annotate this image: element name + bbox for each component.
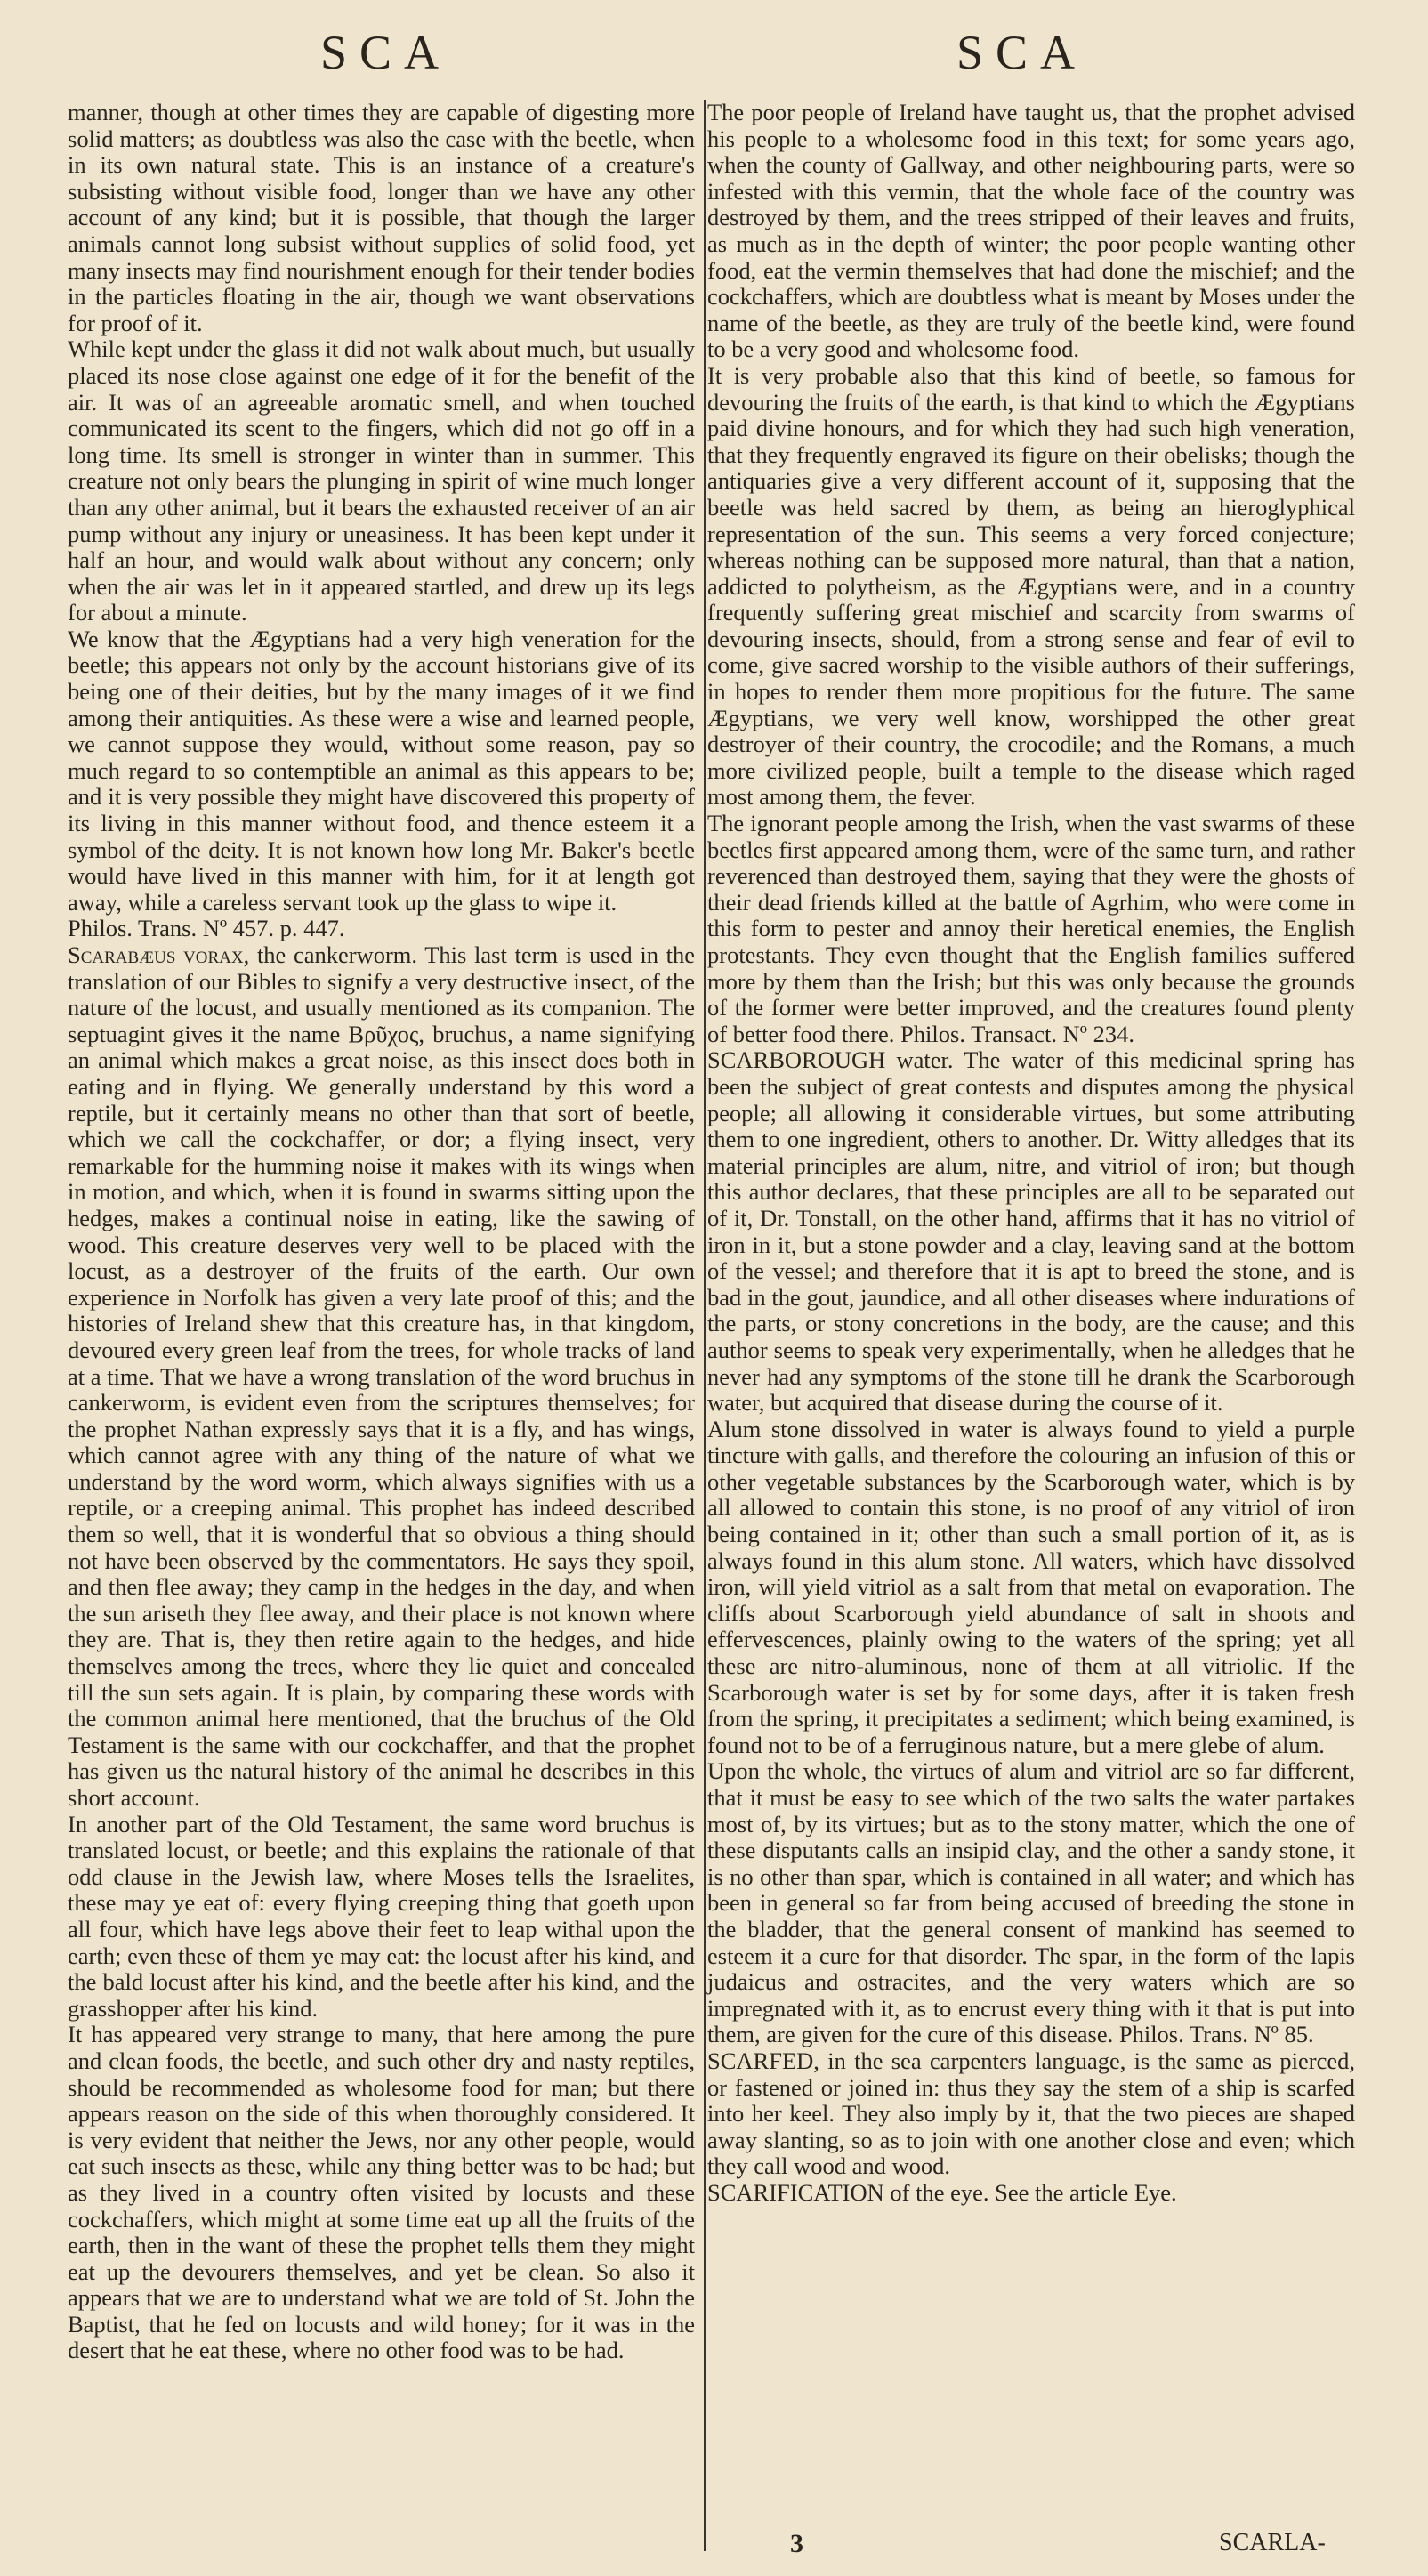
entry-headword: SCARBOROUGH water. — [707, 1046, 954, 1074]
entry-scarborough — [707, 1047, 1355, 1416]
citation: Philos. Trans. Nº 457. p. 447. — [68, 915, 345, 942]
paragraph: The poor people of Ireland have taught us, that the prophet advised his people to a wholesome food in this text; for some years ago, when the county of Gallway, and other neighbouring parts, were so infested with this vermin, that the whole face of the country was destroyed by them, and the trees stripped of their leaves and fruits, as much as in the depth of winter; the poor people wanting other food, eat the vermin themselves that had done the mischief; and the cockchaffers, which are doubtless what is meant by Moses under the name of the beetle, as they are truly of the beetle kind, were found to be a very good and wholesome food. — [707, 99, 1355, 363]
paragraph: manner, though at other times they are capable of digesting more solid matters; as doubtless was also the case with the beetle, when in its own natural state. This is an instance of a creature's subsisting without visible food, longer than we have any other account of any kind; but it is possible, that though the larger animals cannot long subsist without supplies of solid food, yet many insects may find nourishment enough for their tender bodies in the particles floating in the air, though we want observations for proof of it. — [68, 99, 695, 336]
signature-mark: 3 — [790, 2529, 803, 2558]
left-running-head: SCA — [320, 26, 452, 79]
paragraph: We know that the Ægyptians had a very high veneration for the beetle; this appears not only by the account historians give of its being one of their deities, but by the many images of it we find among their antiquities. As these were a wise and learned people, we cannot suppose they would, without some reason, pay so much regard to so contemptible an animal as this appears to be; and it is very possible they might have discovered this property of its living in this manner without food, and thence esteem it a symbol of the deity. It is not known how long Mr. Baker's beetle would have lived in this manner with him, for it at length got away, while a careless servant took up the glass to wipe it. — [68, 625, 695, 916]
entry-scarabaeus — [68, 942, 695, 1812]
left-column — [68, 100, 695, 2364]
right-column — [707, 100, 1355, 2207]
entry-text: See the article Eye. — [995, 2178, 1177, 2206]
entry-text: in the sea carpenters language, is the same as pierced, or fastened or joined in: thus they say the stem of a ship is scarfed into her keel. They also imply by it, that the two pieces are shaped away slanting, so as to join with one another close and even; which they call wood and wood. — [707, 2047, 1355, 2180]
right-running-head: SCA — [956, 26, 1088, 79]
running-head — [0, 25, 1428, 87]
entry-scarfed — [707, 2048, 1355, 2180]
entry-headword: SCARFED, — [707, 2047, 819, 2074]
entry-scarification — [707, 2180, 1355, 2207]
paragraph: While kept under the glass it did not walk about much, but usually placed its nose close against one edge of it for the benefit of the air. It was of an agreeable aromatic smell, and when touched communicated its scent to the fingers, which did not go off in a long time. Its smell is stronger in winter than in summer. This creature not only bears the plunging in spirit of wine much longer than any other animal, but it bears the exhausted receiver of an air pump without any injury or uneasiness. It has been kept under it half an hour, and would walk about without any concern; only when the air was let in it appeared startled, and drew up its legs for about a minute. — [68, 335, 695, 626]
entry-headword: Scarabæus vorax, — [68, 941, 250, 968]
paragraph: Alum stone dissolved in water is always found to yield a purple tincture with galls, and therefore the colouring an infusion of this or other vegetable substances by the Scarborough water, which is by all allowed to contain this stone, is no proof of any vitriol of iron being contained in it; other than such a small portion of it, as is always found in this alum stone. All waters, which have dissolved iron, will yield vitriol as a salt from that metal on evaporation. The cliffs about Scarborough yield abundance of salt in shoots and effervescences, plainly owing to the waters of the spring; yet all these are nitro-aluminous, none of them at all vitriolic. If the Scarborough water is set by for some days, after it is taken fresh from the spring, it precipitates a sediment; which being examined, is found not to be of a ferruginous nature, but a mere glebe of alum. — [707, 1415, 1355, 1758]
entry-text: The water of this medicinal spring has been the subject of great contests and disputes among the physical people; all allowing it considerable virtues, but some attributing them to one ingredient, others to another. Dr. Witty alledges that its material principles are alum, nitre, and vitriol of iron; but though this author declares, that these principles are all to be separated out of it, Dr. Tonstall, on the other hand, affirms that it has no vitriol of iron in it, but a stone powder and a clay, leaving sand at the bottom of the vessel; and therefore that it is apt to breed the stone, and is bad in the gout, jaundice, and all other diseases where indurations of the parts, or stony concretions in the body, are the cause; and this author seems to speak very experimentally, when he alledges that he never had any symptoms of the stone till he drank the Scarborough water, but acquired that disease during the course of it. — [707, 1046, 1355, 1417]
page-footer — [0, 2529, 1428, 2564]
paragraph: It is very probable also that this kind of beetle, so famous for devouring the fruits of the earth, is that kind to which the Ægyptians paid divine honours, and for which they had such high veneration, that they frequently engraved its figure on their obelisks; though the antiquaries give a very different account of it, supposing that the beetle was held sacred by them, as being an hieroglyphical representation of the sun. This seems a very forced conjecture; whereas nothing can be supposed more natural, than that a nation, addicted to polytheism, as the Ægyptians were, and in a country frequently suffering great mischief and scarcity from swarms of devouring insects, should, from a strong sense and fear of evil to come, give sacred worship to the visible authors of their sufferings, in hopes to render them more propitious for the future. The same Ægyptians, we very well know, worshipped the other great destroyer of their country, the crocodile; and the Romans, a much more civilized people, built a temple to the disease which raged most among them, the fever. — [707, 361, 1355, 811]
column-divider — [704, 100, 706, 2551]
entry-text: the cankerworm. This last term is used in the translation of our Bibles to signify a very destructive insect, of the nature of the locust, and usually mentioned as its companion. The septuagint gives it the name Βρῦχος, bruchus, a name signifying an animal which makes a great noise, as this insect does both in eating and in flying. We generally understand by this word a reptile, but it certainly means no other than that sort of beetle, which we call the cockchaffer, or dor; a flying insect, very remarkable for the humming noise it makes with its wings when in motion, and which, when it is found in swarms sitting upon the hedges, makes a continual noise in eating, like the sawing of wood. This creature deserves very well to be placed with the locust, as a destroyer of the fruits of the earth. Our own experience in Norfolk has given a very late proof of this; and the histories of Ireland shew that this creature has, in that kingdom, devoured every green leaf from the trees, for whole tracks of land at a time. That we have a wrong translation of the word bruchus in cankerworm, is evident even from the scriptures themselves; for the prophet Nathan expressly says that it is a fly, and has wings, which cannot agree with any thing of the nature of what we understand by the word worm, which always signifies with us a reptile, or a creeping animal. This prophet has indeed described them so well, that it is wonderful that so obvious a thing should not have been observed by the commentators. He says they spoil, and then flee away; they camp in the hedges in the day, and when the sun ariseth they flee away, and their place is not known where they are. That is, they then retire again to the hedges, and hide themselves among the trees, where they lie quiet and concealed till the sun sets again. It is plain, by comparing these words with the common animal here mentioned, that the bruchus of the Old Testament is the same with our cockchaffer, and that the prophet has given us the natural history of the animal he describes in this short account. — [68, 941, 696, 1811]
paragraph: It has appeared very strange to many, that here among the pure and clean foods, the beetle, and such other dry and nasty reptiles, should be recommended as wholesome food for man; but there appears reason on the side of this when thoroughly considered. It is very evident that neither the Jews, nor any other people, would eat such insects as these, while any thing better was to be had; but as they lived in a country often visited by locusts and these cockchaffers, which might at some time eat up all the fruits of the earth, then in the want of these the prophet tells them they might eat up the devourers themselves, and yet be clean. So also it appears that we are to understand what we are told of St. John the Baptist, that he fed on locusts and wild honey; for it was in the desert that he eat these, where no other food was to be had. — [68, 2021, 695, 2364]
catchword: SCARLA- — [1219, 2529, 1326, 2556]
entry-headword: SCARIFICATION of the eye. — [707, 2178, 989, 2206]
paragraph: In another part of the Old Testament, the same word bruchus is translated locust, or beetle; and this explains the rationale of that odd clause in the Jewish law, where Moses tells the Israelites, these may ye eat of: every flying creeping thing that goeth upon all four, which have legs above their feet to leap withal upon the earth; even these of them ye may eat: the locust after his kind, and the bald locust after his kind, and the beetle after his kind, and the grasshopper after his kind. — [68, 1810, 695, 2022]
paragraph: The ignorant people among the Irish, when the vast swarms of these beetles first appeared among them, were of the same turn, and rather reverenced than destroyed them, saying that they were the ghosts of their dead friends killed at the battle of Agrhim, who were come in this form to pester and annoy their heretical enemies, the English protestants. They even thought that the English families suffered more by them than the Irish; but this was only because the grounds of the former were better improved, and the creatures found plenty of better food there. Philos. Transact. Nº 234. — [707, 810, 1355, 1047]
paragraph: Upon the whole, the virtues of alum and vitriol are so far different, that it must be easy to see which of the two salts the water partakes most of, by its virtues; but as to the stony matter, which the one of these disputants calls an insipid clay, and the other a sandy stone, it is no other than spar, which is contained in all water; and which has been in general so far from being accused of breeding the stone in the bladder, that the general consent of mankind has seemed to esteem it a cure for that disorder. The spar, in the form of the lapis judaicus and ostracites, and the very waters which are so impregnated with it, as to encrust every thing with it that is put into them, are given for the cure of this disease. Philos. Trans. Nº 85. — [707, 1757, 1355, 2048]
